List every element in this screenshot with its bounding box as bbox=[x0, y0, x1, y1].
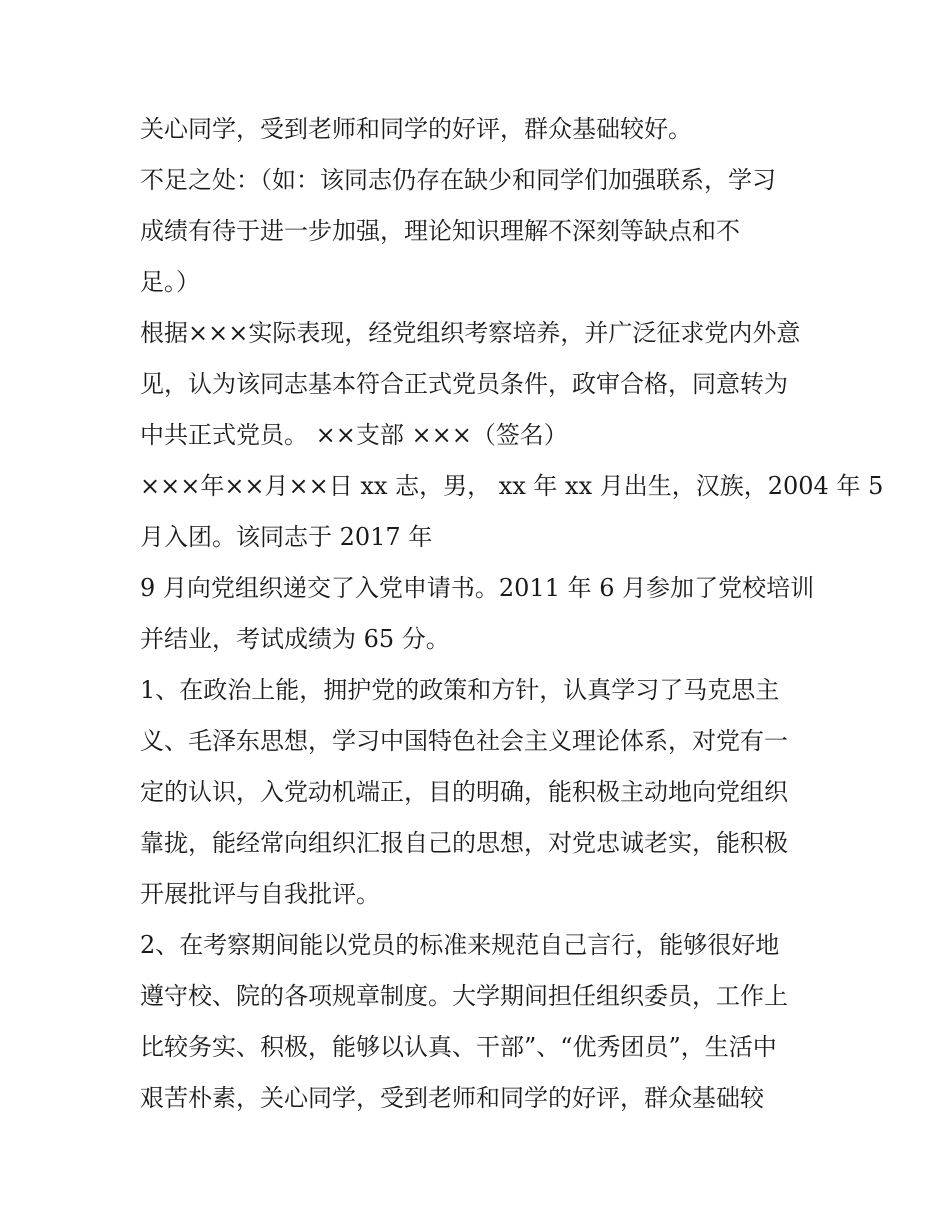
text-line: 根据×××实际表现，经党组织考察培养，并广泛征求党内外意 bbox=[140, 319, 801, 347]
text-line: 足。） bbox=[140, 268, 200, 296]
text-line: 成绩有待于进一步加强，理论知识理解不深刻等缺点和不 bbox=[140, 217, 740, 245]
text-line: 月入团。该同志于 2017 年 bbox=[140, 523, 433, 551]
text-line: 并结业，考试成绩为 65 分。 bbox=[140, 625, 450, 653]
text-line: 9 月向党组织递交了入党申请书。2011 年 6 月参加了党校培训 bbox=[140, 574, 815, 602]
text-line: ×××年××月××日 xx 志，男， xx 年 xx 月出生，汉族，2004 年 5 bbox=[140, 472, 884, 500]
text-line: 见，认为该同志基本符合正式党员条件，政审合格，同意转为 bbox=[140, 370, 788, 398]
text-line: 关心同学，受到老师和同学的好评，群众基础较好。 bbox=[140, 115, 692, 143]
text-line: 2、在考察期间能以党员的标准来规范自己言行，能够很好地 bbox=[140, 931, 780, 959]
text-line: 定的认识，入党动机端正，目的明确，能积极主动地向党组织 bbox=[140, 778, 788, 806]
document-body bbox=[140, 104, 884, 1124]
text-line: 义、毛泽东思想，学习中国特色社会主义理论体系，对党有一 bbox=[140, 727, 788, 755]
text-line: 比较务实、积极，能够以认真、干部”、“优秀团员”，生活中 bbox=[140, 1033, 777, 1061]
text-line: 1、在政治上能，拥护党的政策和方针，认真学习了马克思主 bbox=[140, 676, 780, 704]
text-line: 艰苦朴素，关心同学，受到老师和同学的好评，群众基础较 bbox=[140, 1084, 764, 1112]
text-line: 不足之处：（如：该同志仍存在缺少和同学们加强联系，学习 bbox=[140, 166, 776, 194]
text-line: 遵守校、院的各项规章制度。大学期间担任组织委员，工作上 bbox=[140, 982, 788, 1010]
text-line: 中共正式党员。 ××支部 ×××（签名） bbox=[140, 421, 568, 449]
text-line: 开展批评与自我批评。 bbox=[140, 880, 380, 908]
text-line: 靠拢，能经常向组织汇报自己的思想，对党忠诚老实，能积极 bbox=[140, 829, 788, 857]
